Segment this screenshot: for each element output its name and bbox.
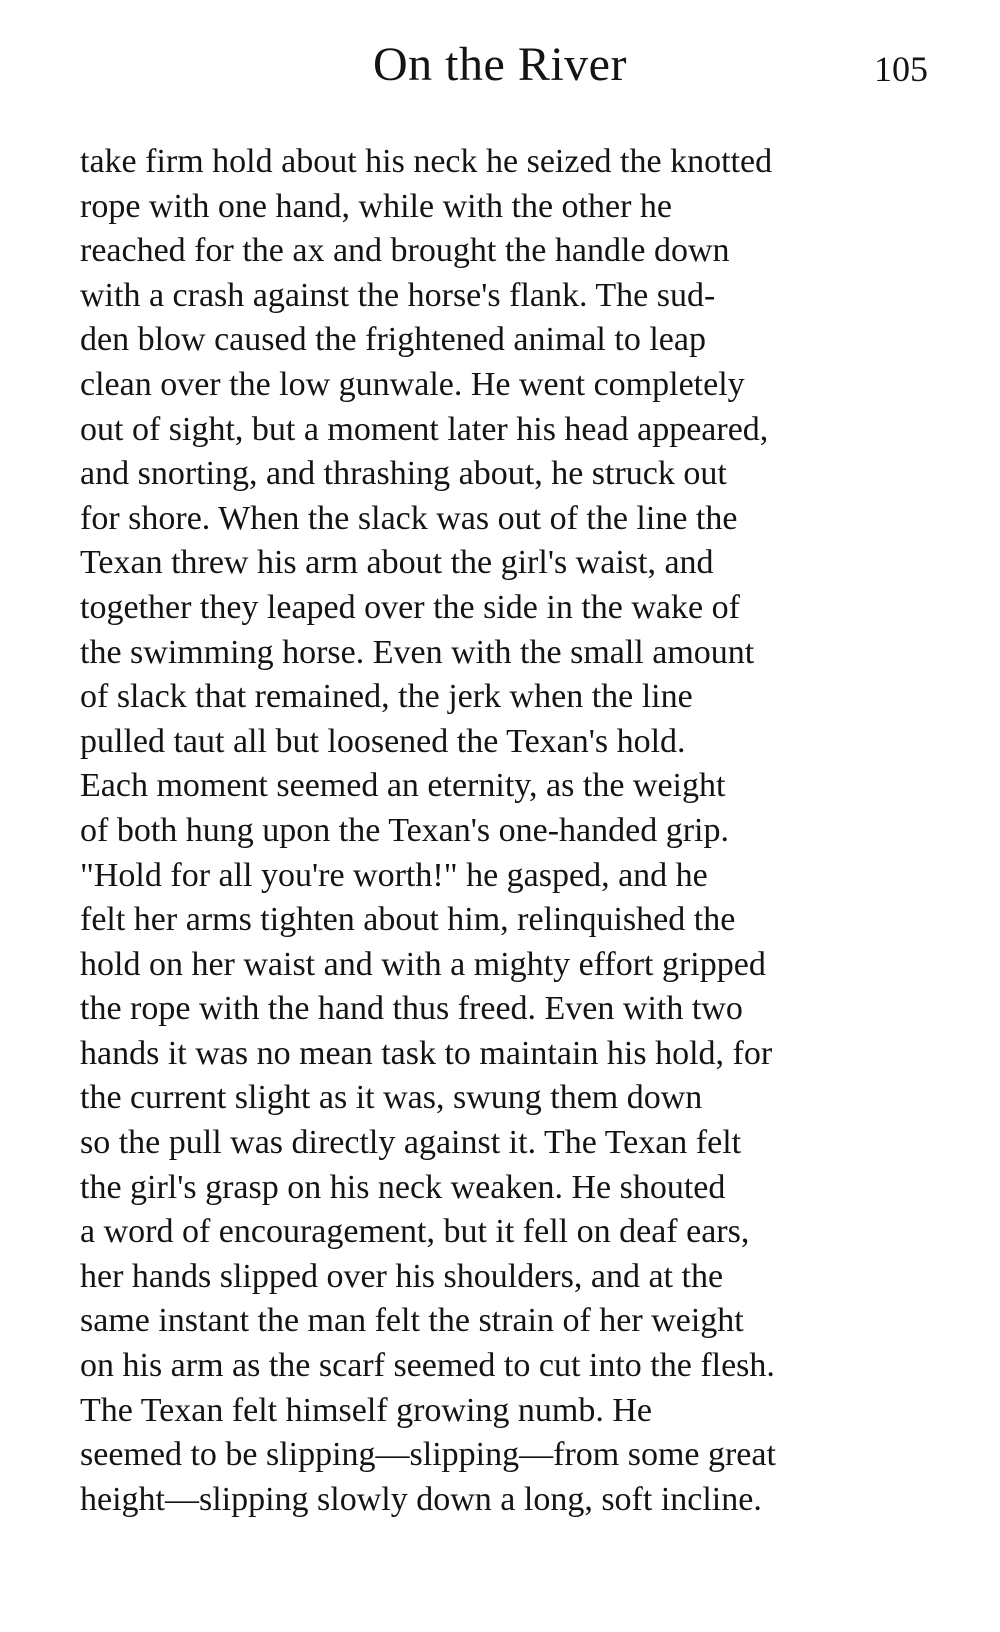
text-line: seemed to be slipping—slipping—from some great bbox=[80, 1436, 776, 1474]
chapter-title: On the River bbox=[373, 38, 627, 91]
text-line: together they leaped over the side in the wake of bbox=[80, 588, 740, 626]
text-line: the current slight as it was, swung them down bbox=[80, 1079, 703, 1117]
text-line: felt her arms tighten about him, relinquished the bbox=[80, 901, 736, 939]
text-line: The Texan felt himself growing numb. He bbox=[80, 1391, 653, 1429]
text-line: with a crash against the horse's flank. The sud- bbox=[80, 276, 716, 314]
text-line: of both hung upon the Texan's one-handed grip. bbox=[80, 811, 729, 849]
text-line: same instant the man felt the strain of her weight bbox=[80, 1302, 744, 1340]
text-line: clean over the low gunwale. He went completely bbox=[80, 365, 745, 403]
text-line: "Hold for all you're worth!" he gasped, and he bbox=[80, 856, 708, 894]
text-line: on his arm as the scarf seemed to cut into the flesh. bbox=[80, 1347, 775, 1385]
text-line: out of sight, but a moment later his head appeared, bbox=[80, 410, 769, 448]
text-line: and snorting, and thrashing about, he struck out bbox=[80, 455, 727, 493]
text-line: hold on her waist and with a mighty effort gripped bbox=[80, 945, 766, 983]
text-line: take firm hold about his neck he seized the knotted bbox=[80, 143, 773, 180]
text-line: Texan threw his arm about the girl's waist, and bbox=[80, 544, 714, 582]
text-line: so the pull was directly against it. The Texan felt bbox=[80, 1124, 742, 1162]
text-line: her hands slipped over his shoulders, and at the bbox=[80, 1257, 724, 1295]
text-line: den blow caused the frightened animal to leap bbox=[80, 321, 706, 359]
body-text bbox=[80, 140, 910, 1522]
text-line: the swimming horse. Even with the small amount bbox=[80, 633, 755, 671]
text-line: the rope with the hand thus freed. Even with two bbox=[80, 990, 743, 1028]
text-line: rope with one hand, while with the other he bbox=[80, 187, 673, 225]
text-line: pulled taut all but loosened the Texan's hold. bbox=[80, 722, 686, 760]
text-line: for shore. When the slack was out of the line the bbox=[80, 499, 738, 537]
text-line: hands it was no mean task to maintain his hold, for bbox=[80, 1034, 773, 1072]
text-line: height—slipping slowly down a long, soft incline. bbox=[80, 1480, 762, 1518]
text-line: the girl's grasp on his neck weaken. He shouted bbox=[80, 1168, 726, 1206]
text-line: Each moment seemed an eternity, as the weight bbox=[80, 767, 726, 805]
page-number: 105 bbox=[874, 49, 928, 89]
running-head bbox=[0, 30, 1000, 100]
text-line: a word of encouragement, but it fell on deaf ears, bbox=[80, 1213, 750, 1251]
text-line: reached for the ax and brought the handle down bbox=[80, 232, 730, 270]
text-line: of slack that remained, the jerk when the line bbox=[80, 678, 693, 716]
